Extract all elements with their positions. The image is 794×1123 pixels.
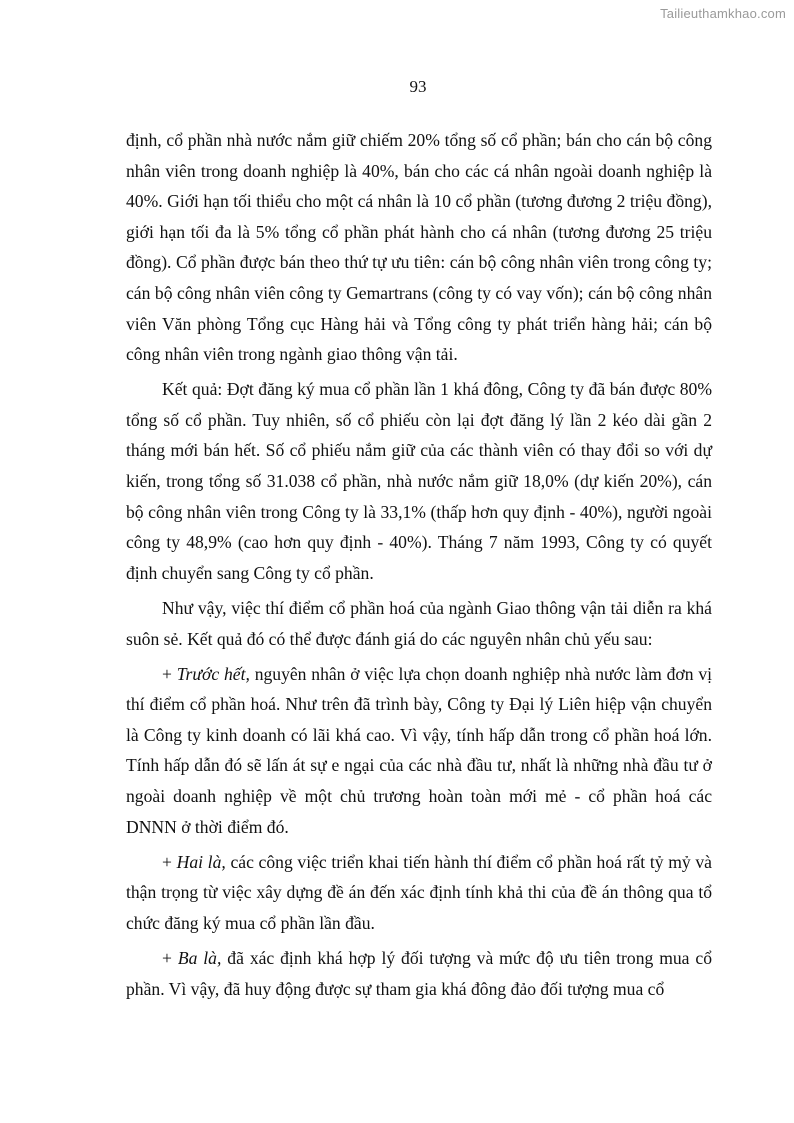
reason-lead: Ba là, [177, 947, 222, 968]
reason-lead: Hai là, [176, 851, 226, 872]
paragraph-nhu-vay [126, 593, 712, 654]
paragraph-text: nguyên nhân ở việc lựa chọn doanh nghiệp nhà nước làm đơn vị thí điểm cổ phần hoá. Như trên đã trình bày, Công ty Đại lý Liên hiệp vận chuyển là Công ty kinh doanh có lãi khá cao. Vì vậy, tính hấp dẫn trong cổ phần hoá lớn. Tính hấp dẫn đó sẽ lấn át sự e ngại của các nhà đầu tư, nhất là những nhà đầu tư ở ngoài doanh nghiệp về một chủ trương hoàn toàn mới mẻ - cổ phần hoá các DNNN ở thời điểm đó. [126, 663, 713, 837]
paragraph-reason-second [126, 847, 712, 939]
paragraph-text: Kết quả: Đợt đăng ký mua cổ phần lần 1 khá đông, Công ty đã bán được 80% tổng số cổ phần. Tuy nhiên, số cổ phiếu còn lại đợt đăng lý lần 2 kéo dài gần 2 tháng mới bán hết. Số cổ phiếu nắm giữ của các thành viên có thay đổi so với dự kiến, trong tổng số 31.038 cổ phần, nhà nước nắm giữ 18,0% (dự kiến 20%), cán bộ công nhân viên trong Công ty là 33,1% (thấp hơn quy định - 40%), người ngoài công ty 48,9% (cao hơn quy định - 40%). Tháng 7 năm 1993, Công ty có quyết định chuyển sang Công ty cổ phần. [126, 379, 712, 583]
paragraph-text: định, cổ phần nhà nước nắm giữ chiếm 20% tổng số cổ phần; bán cho cán bộ công nhân viên trong doanh nghiệp là 40%, bán cho các cá nhân ngoài doanh nghiệp là 40%. Giới hạn tối thiểu cho một cá nhân là 10 cổ phần (tương đương 2 triệu đồng), giới hạn tối đa là 5% tổng cổ phần phát hành cho cá nhân (tương đương 25 triệu đồng). Cổ phần được bán theo thứ tự ưu tiên: cán bộ công nhân viên trong công ty; cán bộ công nhân viên công ty Gemartrans (công ty có vay vốn); cán bộ công nhân viên Văn phòng Tổng cục Hàng hải và Tổng công ty phát triển hàng hải; cán bộ công nhân viên trong ngành giao thông vận tải. [126, 130, 712, 365]
paragraph-text: đã xác định khá hợp lý đối tượng và mức độ ưu tiên trong mua cổ phần. Vì vậy, đã huy động được sự tham gia khá đông đảo đối tượng mua cổ [126, 947, 712, 999]
bullet-prefix: + [162, 851, 177, 872]
watermark-text: Tailieuthamkhao.com [660, 6, 786, 21]
paragraph-text: các công việc triển khai tiến hành thí điểm cổ phần hoá rất tỷ mỷ và thận trọng từ việc xây dựng đề án đến xác định tính khả thi của đề án thông qua tổ chức đăng ký mua cổ phần lần đầu. [126, 851, 712, 933]
paragraph-ket-qua [126, 374, 712, 588]
bullet-prefix: + [162, 663, 177, 684]
bullet-prefix: + [162, 947, 178, 968]
reason-lead: Trước hết, [176, 663, 250, 684]
paragraph-text: Như vậy, việc thí điểm cổ phần hoá của ngành Giao thông vận tải diễn ra khá suôn sẻ. Kết quả đó có thể được đánh giá do các nguyên nhân chủ yếu sau: [126, 597, 712, 649]
paragraph-reason-third [126, 943, 712, 1004]
document-body [126, 125, 712, 1009]
page-number: 93 [409, 77, 427, 96]
paragraph-reason-first [126, 659, 712, 843]
paragraph-continuation [126, 125, 712, 370]
